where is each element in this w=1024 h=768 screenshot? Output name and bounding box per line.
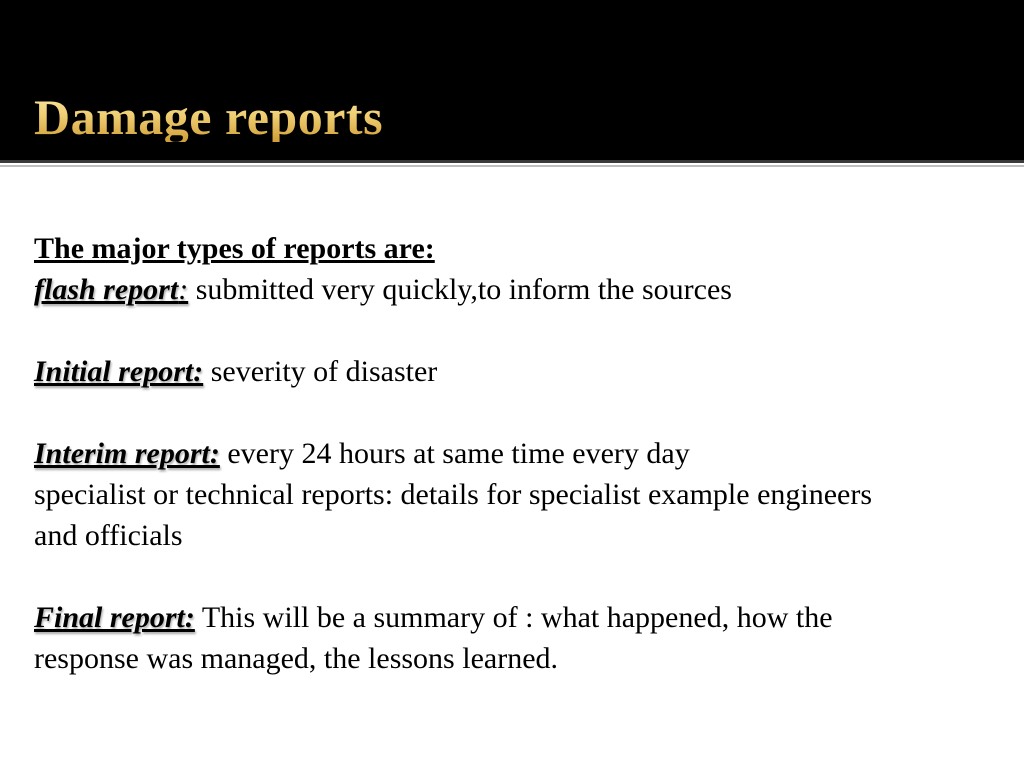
final-report-line (34, 597, 994, 638)
final-report-text: This will be a summary of : what happened, how the (194, 601, 833, 634)
spacer (34, 556, 994, 597)
final-report-line-2: response was managed, the lessons learned. (34, 642, 559, 675)
flash-report-term: flash report (34, 273, 179, 306)
flash-report-text: submitted very quickly,to inform the sources (188, 273, 732, 306)
interim-report-term: Interim report: (34, 437, 220, 470)
title-divider (0, 160, 1024, 163)
flash-report-line (34, 269, 994, 310)
title-divider-light (0, 165, 1024, 167)
intro-line (34, 228, 994, 269)
initial-report-text: severity of disaster (203, 355, 438, 388)
initial-report-line (34, 351, 994, 392)
spacer (34, 392, 994, 433)
flash-report-colon: : (178, 273, 189, 306)
intro-heading: The major types of reports are: (34, 232, 435, 265)
title-bar (0, 0, 1024, 160)
final-report-term: Final report: (34, 601, 195, 634)
interim-report-text: every 24 hours at same time every day (219, 437, 690, 470)
slide-title: Damage reports (34, 89, 384, 145)
initial-report-term: Initial report: (34, 355, 204, 388)
interim-report-line (34, 433, 994, 474)
slide-body (34, 228, 994, 679)
specialist-report-line-2: and officials (34, 519, 183, 552)
specialist-report-line: specialist or technical reports: details for specialist example engineers (34, 478, 873, 511)
spacer (34, 310, 994, 351)
